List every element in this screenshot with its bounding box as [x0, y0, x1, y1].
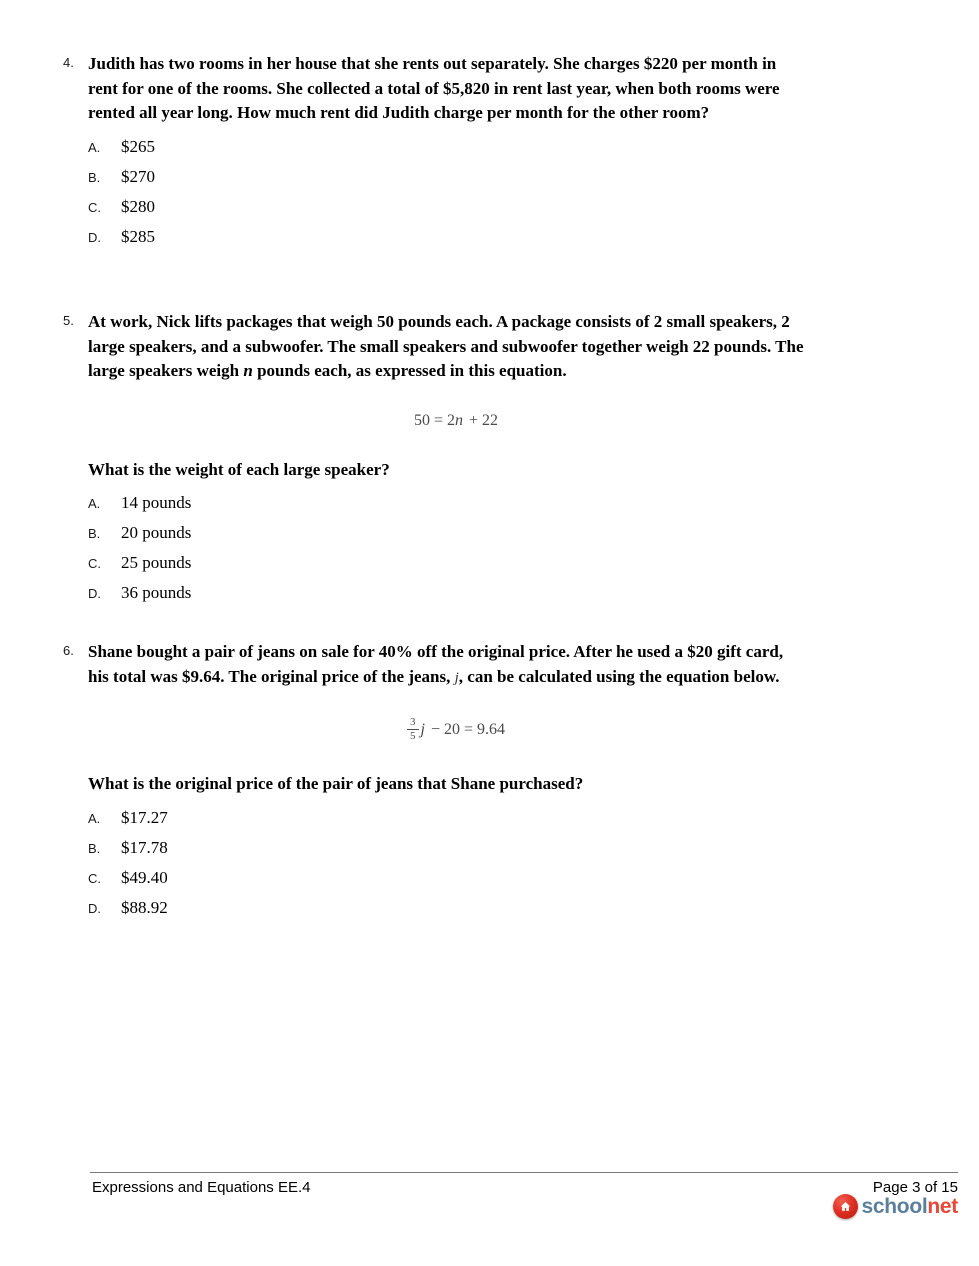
option-value: $285: [121, 226, 155, 246]
option-letter: A.: [88, 139, 101, 155]
option-letter: B.: [88, 840, 101, 856]
stem-text: At work, Nick lifts packages that weigh 50 pounds each. A package consists of 2 small speakers, 2 large speakers, and a subwoofer. The small speakers and subwoofer together weigh 22 pounds. The large speakers weigh: [88, 312, 804, 380]
question-5-options: [88, 488, 808, 608]
question-5: [63, 310, 808, 608]
equation-q6: [88, 714, 808, 746]
question-4: [63, 52, 808, 252]
option-value: $17.78: [121, 837, 168, 857]
option-letter: A.: [88, 810, 101, 826]
option-row: [88, 833, 808, 863]
footer-divider: [90, 1172, 958, 1173]
equation-text: − 20 = 9.64: [426, 721, 505, 738]
question-4-body: [88, 52, 808, 252]
equation-text: + 22: [465, 411, 499, 429]
question-5-body: [88, 310, 808, 608]
variable-j: j: [454, 669, 459, 686]
option-row: [88, 893, 808, 923]
question-5-prompt: What is the weight of each large speaker?: [88, 459, 390, 479]
equation-variable-j: j: [420, 721, 425, 738]
footer-section-title: Expressions and Equations EE.4: [92, 1179, 311, 1196]
option-value: 14 pounds: [121, 493, 192, 512]
option-letter: D.: [88, 900, 101, 916]
fraction: [407, 716, 419, 742]
fraction-denominator: 5: [410, 729, 416, 742]
variable-n: n: [243, 361, 253, 380]
option-value: $265: [121, 136, 155, 156]
option-letter: D.: [88, 586, 101, 601]
option-letter: B.: [88, 169, 101, 185]
option-row: [88, 132, 808, 162]
footer-page-number: Page 3 of 15: [872, 1179, 958, 1196]
question-5-stem: [88, 310, 808, 384]
option-row: [88, 548, 808, 578]
stem-text: , can be calculated using the equation below.: [458, 666, 780, 686]
option-row: [88, 518, 808, 548]
option-value: $17.27: [121, 807, 168, 827]
option-letter: C.: [88, 870, 101, 886]
question-6-body: [88, 640, 808, 923]
question-5-number: 5.: [63, 313, 74, 328]
option-value: $280: [121, 196, 155, 216]
question-6-number: 6.: [63, 643, 74, 658]
schoolnet-logo: [833, 1194, 959, 1219]
option-letter: A.: [88, 496, 101, 511]
option-value: $88.92: [121, 897, 168, 917]
question-6-options: [88, 803, 808, 923]
equation-q5: [88, 410, 808, 432]
question-6-stem: [88, 640, 808, 690]
question-4-number: 4.: [63, 55, 74, 70]
option-letter: D.: [88, 229, 101, 245]
logo-text-school: school: [861, 1195, 928, 1218]
option-row: [88, 863, 808, 893]
option-row: [88, 222, 808, 252]
schoolnet-logo-text: [862, 1194, 959, 1219]
option-value: 20 pounds: [121, 523, 192, 542]
house-icon: [838, 1199, 853, 1214]
equation-variable-n: n: [455, 411, 463, 429]
question-4-options: [88, 132, 808, 252]
option-row: [88, 578, 808, 608]
option-letter: C.: [88, 199, 101, 215]
question-6: [63, 640, 808, 923]
option-value: $49.40: [121, 867, 168, 887]
schoolnet-logo-badge: [833, 1194, 858, 1219]
question-6-prompt: What is the original price of the pair of jeans that Shane purchased?: [88, 774, 584, 793]
option-letter: B.: [88, 526, 101, 541]
option-value: 36 pounds: [121, 583, 192, 602]
option-value: 25 pounds: [121, 553, 192, 572]
option-letter: C.: [88, 556, 101, 571]
option-row: [88, 803, 808, 833]
logo-text-net: net: [927, 1195, 958, 1218]
stem-text: pounds each, as expressed in this equation.: [252, 361, 567, 380]
question-4-stem: Judith has two rooms in her house that she rents out separately. She charges $220 per month in rent for one of the rooms. She collected a total of $5,820 in rent last year, when both rooms were rented all year long. How much rent did Judith charge per month for the other room?: [88, 54, 780, 122]
option-row: [88, 192, 808, 222]
equation-text: 50 = 2: [413, 411, 455, 429]
fraction-numerator: 3: [407, 716, 419, 730]
option-row: [88, 162, 808, 192]
stem-text: Shane bought a pair of jeans on sale for 40% off the original price. After he used a $20 gift card, his total was $9.64. The original price of the jeans,: [88, 642, 784, 686]
option-row: [88, 488, 808, 518]
option-value: $270: [121, 166, 155, 186]
